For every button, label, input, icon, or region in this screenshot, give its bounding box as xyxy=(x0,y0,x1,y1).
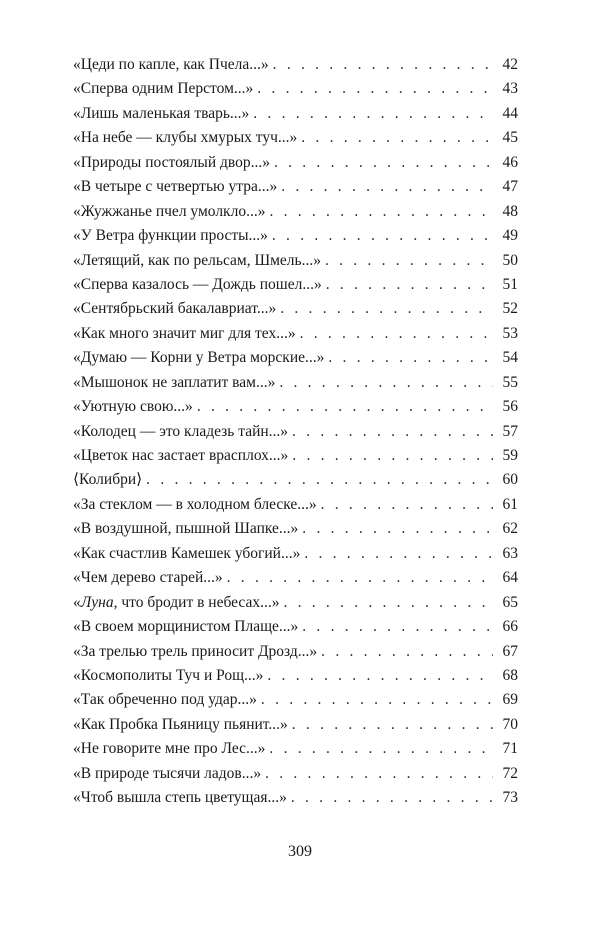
toc-entry-title: «Как Пробка Пьяницу пьянит...» xyxy=(73,715,288,733)
dot-leader xyxy=(292,420,493,444)
toc-entry-title: «Думаю — Корни у Ветра морские...» xyxy=(73,349,325,367)
toc-entry-title: «Так обреченно под удар...» xyxy=(73,691,257,709)
toc-entry xyxy=(73,517,518,541)
dot-leader xyxy=(326,273,493,297)
dot-leader xyxy=(261,688,493,712)
toc-entry-title: «Летящий, как по рельсам, Шмель...» xyxy=(73,251,321,269)
dot-leader xyxy=(279,371,493,395)
toc-entry xyxy=(73,249,518,273)
toc-entry xyxy=(73,53,518,77)
toc-entry-page: 47 xyxy=(502,178,518,196)
toc-entry xyxy=(73,566,518,590)
toc-entry-title: «Жужжанье пчел умолкло...» xyxy=(73,202,266,220)
dot-leader xyxy=(325,249,493,273)
toc-entry-title: «Чтоб вышла степь цветущая...» xyxy=(73,789,287,807)
toc-entry-title: «У Ветра функции просты...» xyxy=(73,227,268,245)
toc-entry-title: «Как счастлив Камешек убогий...» xyxy=(73,544,301,562)
toc-entry xyxy=(73,77,518,101)
toc-entry-page: 52 xyxy=(502,300,518,318)
toc-entry xyxy=(73,102,518,126)
toc-entry-page: 68 xyxy=(502,666,518,684)
toc-entry xyxy=(73,151,518,175)
toc-entry-page: 65 xyxy=(502,593,518,611)
toc-entry-title: «На небе — клубы хмурых туч...» xyxy=(73,129,298,147)
toc-entry-page: 71 xyxy=(502,740,518,758)
toc-entry-page: 55 xyxy=(502,373,518,391)
toc-entry-title: «В четыре с четвертью утра...» xyxy=(73,178,278,196)
toc-entry-title: «Не говорите мне про Лес...» xyxy=(73,740,266,758)
toc-entry-title: ⟨Колибри⟩ xyxy=(73,471,143,489)
toc-entry xyxy=(73,273,518,297)
toc-entry xyxy=(73,762,518,786)
toc-entry-page: 57 xyxy=(502,422,518,440)
toc-entry-page: 45 xyxy=(502,129,518,147)
toc-entry-page: 42 xyxy=(502,56,518,73)
toc-entry-page: 60 xyxy=(502,471,518,489)
toc-entry xyxy=(73,200,518,224)
toc-entry-title: «Сперва одним Перстом...» xyxy=(73,80,254,98)
toc-entry xyxy=(73,493,518,517)
toc-entry-title: «Сентябрьский бакалавриат...» xyxy=(73,300,277,318)
toc-entry-page: 43 xyxy=(502,80,518,98)
dot-leader xyxy=(253,102,493,126)
toc-entry-page: 51 xyxy=(502,275,518,293)
toc-entry-page: 48 xyxy=(502,202,518,220)
toc-entry xyxy=(73,322,518,346)
dot-leader xyxy=(274,151,493,175)
toc-entry-page: 59 xyxy=(502,447,518,464)
toc-entry-title: «Мышонок не заплатит вам...» xyxy=(73,373,276,391)
toc-entry xyxy=(73,395,518,419)
toc-entry xyxy=(73,542,518,566)
dot-leader xyxy=(227,566,493,590)
toc-entry-page: 53 xyxy=(502,324,518,342)
toc-entry xyxy=(73,297,518,321)
toc-entry xyxy=(73,591,518,615)
dot-leader xyxy=(267,664,493,688)
toc-entry-title: «Колодец — это кладезь тайн...» xyxy=(73,422,289,440)
toc-entry-page: 72 xyxy=(502,764,518,782)
dot-leader xyxy=(283,591,493,615)
toc-entry-page: 64 xyxy=(502,569,518,587)
toc-entry-page: 49 xyxy=(502,227,518,245)
dot-leader xyxy=(292,713,493,737)
dot-leader xyxy=(272,224,493,248)
toc-entry-title: «Уютную свою...» xyxy=(73,398,193,416)
toc-entry-title: «В воздушной, пышной Шапке...» xyxy=(73,520,299,538)
toc-entry-page: 63 xyxy=(502,544,518,562)
toc-entry xyxy=(73,786,518,810)
dot-leader xyxy=(300,322,493,346)
toc-entry-title: «Лишь маленькая тварь...» xyxy=(73,104,250,122)
toc-entry-page: 44 xyxy=(502,104,518,122)
toc-entry-title: «Чем дерево старей...» xyxy=(73,569,223,587)
toc-entry-title: «Природы постоялый двор...» xyxy=(73,153,270,171)
toc-entry xyxy=(73,420,518,444)
toc-entry xyxy=(73,175,518,199)
dot-leader xyxy=(302,517,493,541)
toc-entry-title: «За трелью трель приносит Дрозд...» xyxy=(73,642,318,660)
dot-leader xyxy=(292,444,493,468)
toc-entry-page: 61 xyxy=(502,495,518,513)
dot-leader xyxy=(321,493,493,517)
toc-entry-page: 73 xyxy=(502,789,518,807)
toc-entry xyxy=(73,737,518,761)
toc-entry-title: «За стеклом — в холодном блеске...» xyxy=(73,495,317,513)
toc-entry-title: «В природе тысячи ладов...» xyxy=(73,764,262,782)
toc-entry-page: 56 xyxy=(502,398,518,416)
dot-leader xyxy=(321,640,493,664)
toc-entry xyxy=(73,224,518,248)
page-number: 309 xyxy=(288,843,312,860)
dot-leader xyxy=(328,346,493,370)
toc-entry-title: «Цветок нас застает врасплох...» xyxy=(73,447,289,464)
toc-entry-page: 69 xyxy=(502,691,518,709)
dot-leader xyxy=(281,175,493,199)
dot-leader xyxy=(269,200,493,224)
dot-leader xyxy=(304,542,493,566)
toc-entry-title: «Сперва казалось — Дождь пошел...» xyxy=(73,275,322,293)
toc-entry xyxy=(73,346,518,370)
toc-entry-page: 66 xyxy=(502,618,518,636)
toc-entry xyxy=(73,444,518,468)
toc-entry xyxy=(73,371,518,395)
toc-entry xyxy=(73,615,518,639)
dot-leader xyxy=(197,395,493,419)
toc-entry xyxy=(73,126,518,150)
dot-leader xyxy=(301,126,493,150)
toc-entry-page: 54 xyxy=(502,349,518,367)
dot-leader xyxy=(302,615,493,639)
toc-entry xyxy=(73,468,518,492)
dot-leader xyxy=(265,762,493,786)
toc-entry-title: «Цеди по капле, как Пчела...» xyxy=(73,56,269,73)
dot-leader xyxy=(273,53,493,77)
dot-leader xyxy=(269,737,493,761)
toc-entry-title: «Космополиты Туч и Рощ...» xyxy=(73,666,264,684)
toc-entry-title: «Как много значит миг для тех...» xyxy=(73,324,296,342)
toc-entry xyxy=(73,640,518,664)
toc-entry xyxy=(73,688,518,712)
dot-leader xyxy=(291,786,493,810)
toc-entry-page: 62 xyxy=(502,520,518,538)
dot-leader xyxy=(280,297,493,321)
toc-entry xyxy=(73,713,518,737)
dot-leader xyxy=(146,468,493,492)
toc-entry xyxy=(73,664,518,688)
toc-entry-page: 67 xyxy=(502,642,518,660)
toc-entry-title: «Луна, что бродит в небесах...» xyxy=(73,593,280,611)
toc-entry-page: 46 xyxy=(502,153,518,171)
table-of-contents xyxy=(73,53,518,811)
toc-entry-page: 50 xyxy=(502,251,518,269)
toc-entry-page: 70 xyxy=(502,715,518,733)
toc-entry-title: «В своем морщинистом Плаще...» xyxy=(73,618,299,636)
dot-leader xyxy=(257,77,493,101)
